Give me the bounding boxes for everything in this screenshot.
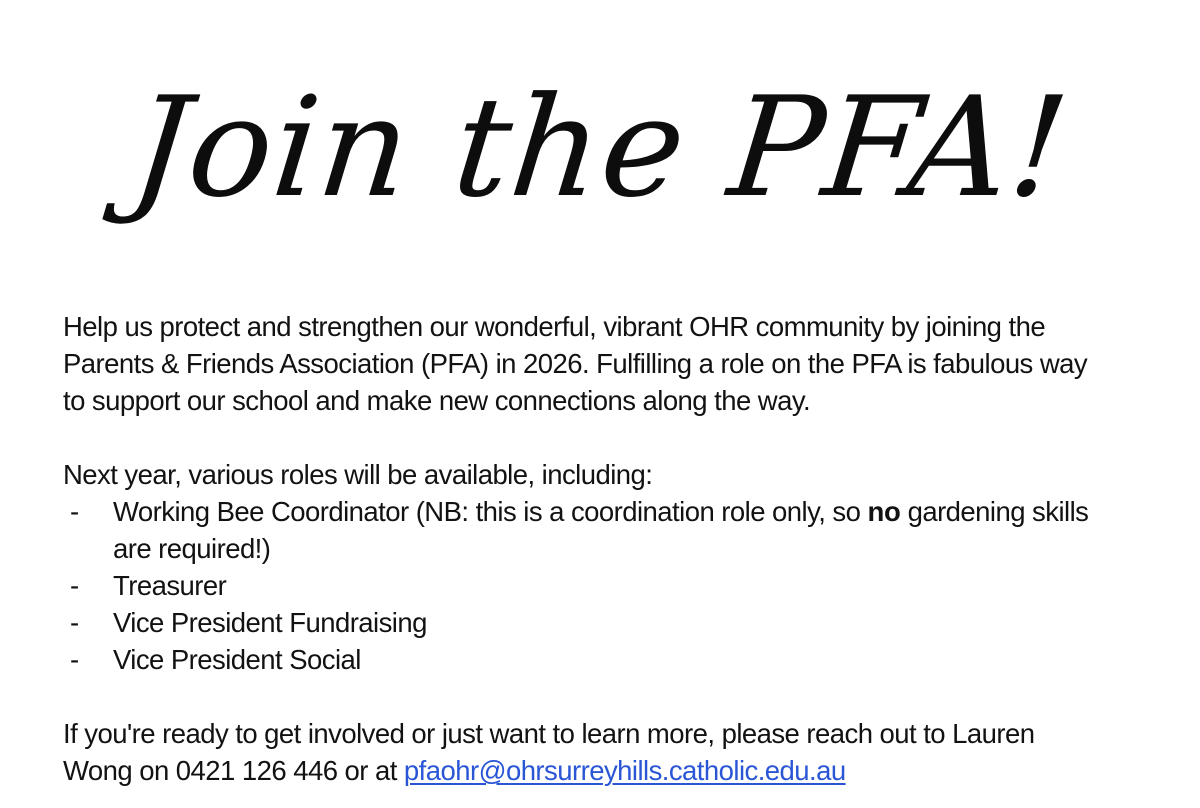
list-item-text-bold: no [867,496,901,527]
text-line: Parents & Friends Association (PFA) in 2026. Fulfilling a role on the PFA is fabulous way [63,348,1088,379]
headline-container [0,0,1200,295]
text-line: Help us protect and strengthen our wonderful, vibrant OHR community by joining the [63,311,1046,342]
page-title: Join the PFA! [124,66,1076,228]
list-item-text-post: gardening skills [900,496,1089,527]
list-item-text-pre: Working Bee Coordinator (NB: this is a coordination role only, so [113,496,868,527]
list-item [63,567,1164,604]
paragraph-spacer [63,678,1164,715]
roles-section [63,456,1164,678]
roles-lead-in: Next year, various roles will be available, including: [63,459,653,490]
list-item-text: Treasurer [113,570,227,601]
bullet-dash: - [70,496,79,527]
contact-paragraph [63,715,1164,789]
intro-paragraph [63,308,1164,419]
body-content [0,308,1200,789]
list-item-text: Vice President Fundraising [113,607,427,638]
list-item-text: Vice President Social [113,644,361,675]
email-link[interactable]: pfaohr@ohrsurreyhills.catholic.edu.au [403,755,846,786]
contact-line-text: Wong on 0421 126 446 or at [63,755,404,786]
bullet-dash: - [70,570,79,601]
list-item [63,493,1164,567]
text-line: If you're ready to get involved or just want to learn more, please reach out to Lauren [63,718,1035,749]
list-item [63,604,1164,641]
text-line [63,752,1164,789]
text-line: to support our school and make new connections along the way. [63,385,811,416]
roles-list [63,493,1164,678]
list-item [63,641,1164,678]
list-item-text [113,493,1164,567]
text-line [113,496,1088,527]
paragraph-spacer [63,419,1164,456]
bullet-dash: - [70,607,79,638]
bullet-dash: - [70,644,79,675]
text-line: are required!) [113,533,271,564]
